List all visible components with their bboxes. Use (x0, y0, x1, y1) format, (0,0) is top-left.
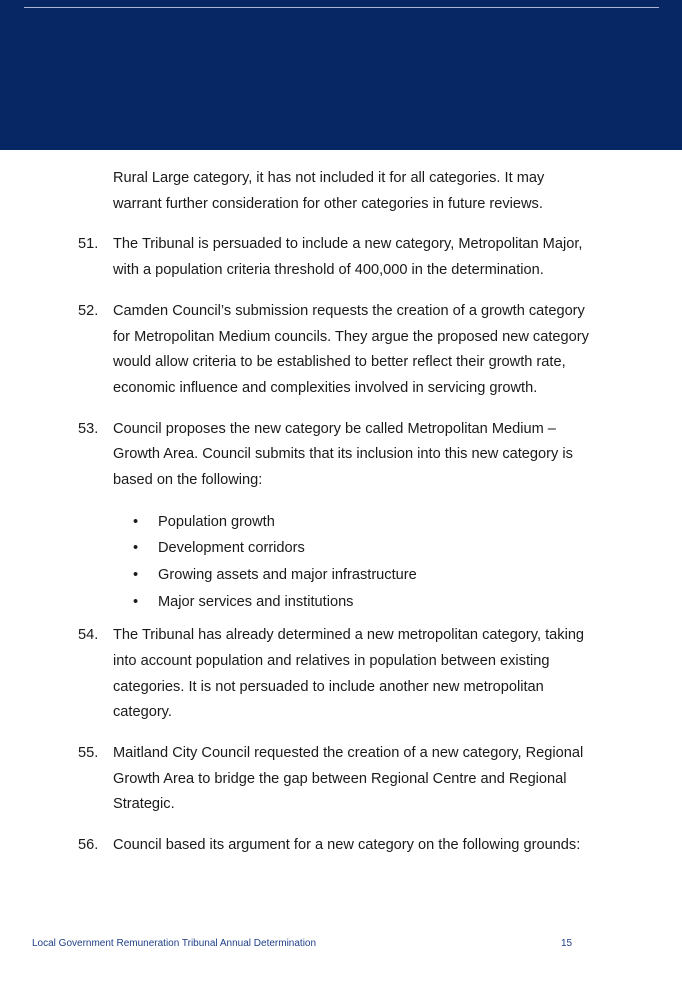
header-divider (24, 7, 659, 8)
paragraph-number: 52. (78, 302, 99, 319)
paragraph-number: 51. (78, 236, 99, 253)
page-number: 15 (561, 938, 573, 949)
paragraph-51 (0, 232, 682, 283)
paragraph-55 (0, 741, 682, 818)
paragraph-52 (0, 299, 682, 402)
footer-title: Local Government Remuneration Tribunal Annual Determination (32, 938, 317, 949)
list-item (0, 509, 682, 536)
text-line: Council proposes the new category be called Metropolitan Medium – (113, 420, 556, 437)
text-line: Camden Council’s submission requests the creation of a growth category (113, 302, 585, 319)
list-item (0, 589, 682, 616)
paragraph-number: 55. (78, 744, 99, 761)
list-item-text: Growing assets and major infrastructure (158, 566, 417, 583)
text-line: category. (113, 704, 172, 721)
bullet-marker: • (133, 566, 139, 583)
text-line: based on the following: (113, 472, 263, 489)
text-line: Maitland City Council requested the creation of a new category, Regional (113, 744, 584, 761)
list-item-text: Major services and institutions (158, 593, 354, 610)
text-line: The Tribunal is persuaded to include a new category, Metropolitan Major, (113, 236, 583, 253)
text-line: Growth Area. Council submits that its inclusion into this new category is (113, 446, 573, 463)
paragraph-number: 54. (78, 627, 99, 644)
text-line: Council based its argument for a new category on the following grounds: (113, 837, 581, 854)
list-item (0, 535, 682, 562)
bullet-marker: • (133, 593, 139, 610)
header-band (0, 0, 682, 150)
text-line: Growth Area to bridge the gap between Regional Centre and Regional (113, 770, 567, 787)
paragraph-number: 53. (78, 420, 99, 437)
text-line: Strategic. (113, 796, 175, 813)
text-line: Rural Large category, it has not included it for all categories. It may (113, 170, 545, 186)
text-line: into account population and relatives in population between existing (113, 652, 550, 669)
bullet-marker: • (133, 513, 139, 530)
continuation-paragraph (0, 166, 682, 217)
list-item (0, 562, 682, 589)
text-line: economic influence and complexities involved in servicing growth. (113, 379, 538, 396)
paragraph-53 (0, 417, 682, 494)
list-item-text: Population growth (158, 513, 275, 530)
bullet-marker: • (133, 540, 139, 557)
list-item-text: Development corridors (158, 540, 305, 557)
paragraph-54 (0, 623, 682, 726)
text-line: warrant further consideration for other categories in future reviews. (113, 195, 543, 212)
paragraph-56 (0, 833, 682, 859)
bullet-list (0, 509, 682, 615)
text-line: for Metropolitan Medium councils. They argue the proposed new category (113, 328, 589, 345)
paragraph-number: 56. (78, 837, 99, 854)
text-line: categories. It is not persuaded to include another new metropolitan (113, 678, 544, 695)
document-body (0, 166, 682, 859)
text-line: would allow criteria to be established to better reflect their growth rate, (113, 354, 566, 371)
text-line: with a population criteria threshold of 400,000 in the determination. (113, 262, 544, 279)
text-line: The Tribunal has already determined a new metropolitan category, taking (113, 627, 585, 644)
